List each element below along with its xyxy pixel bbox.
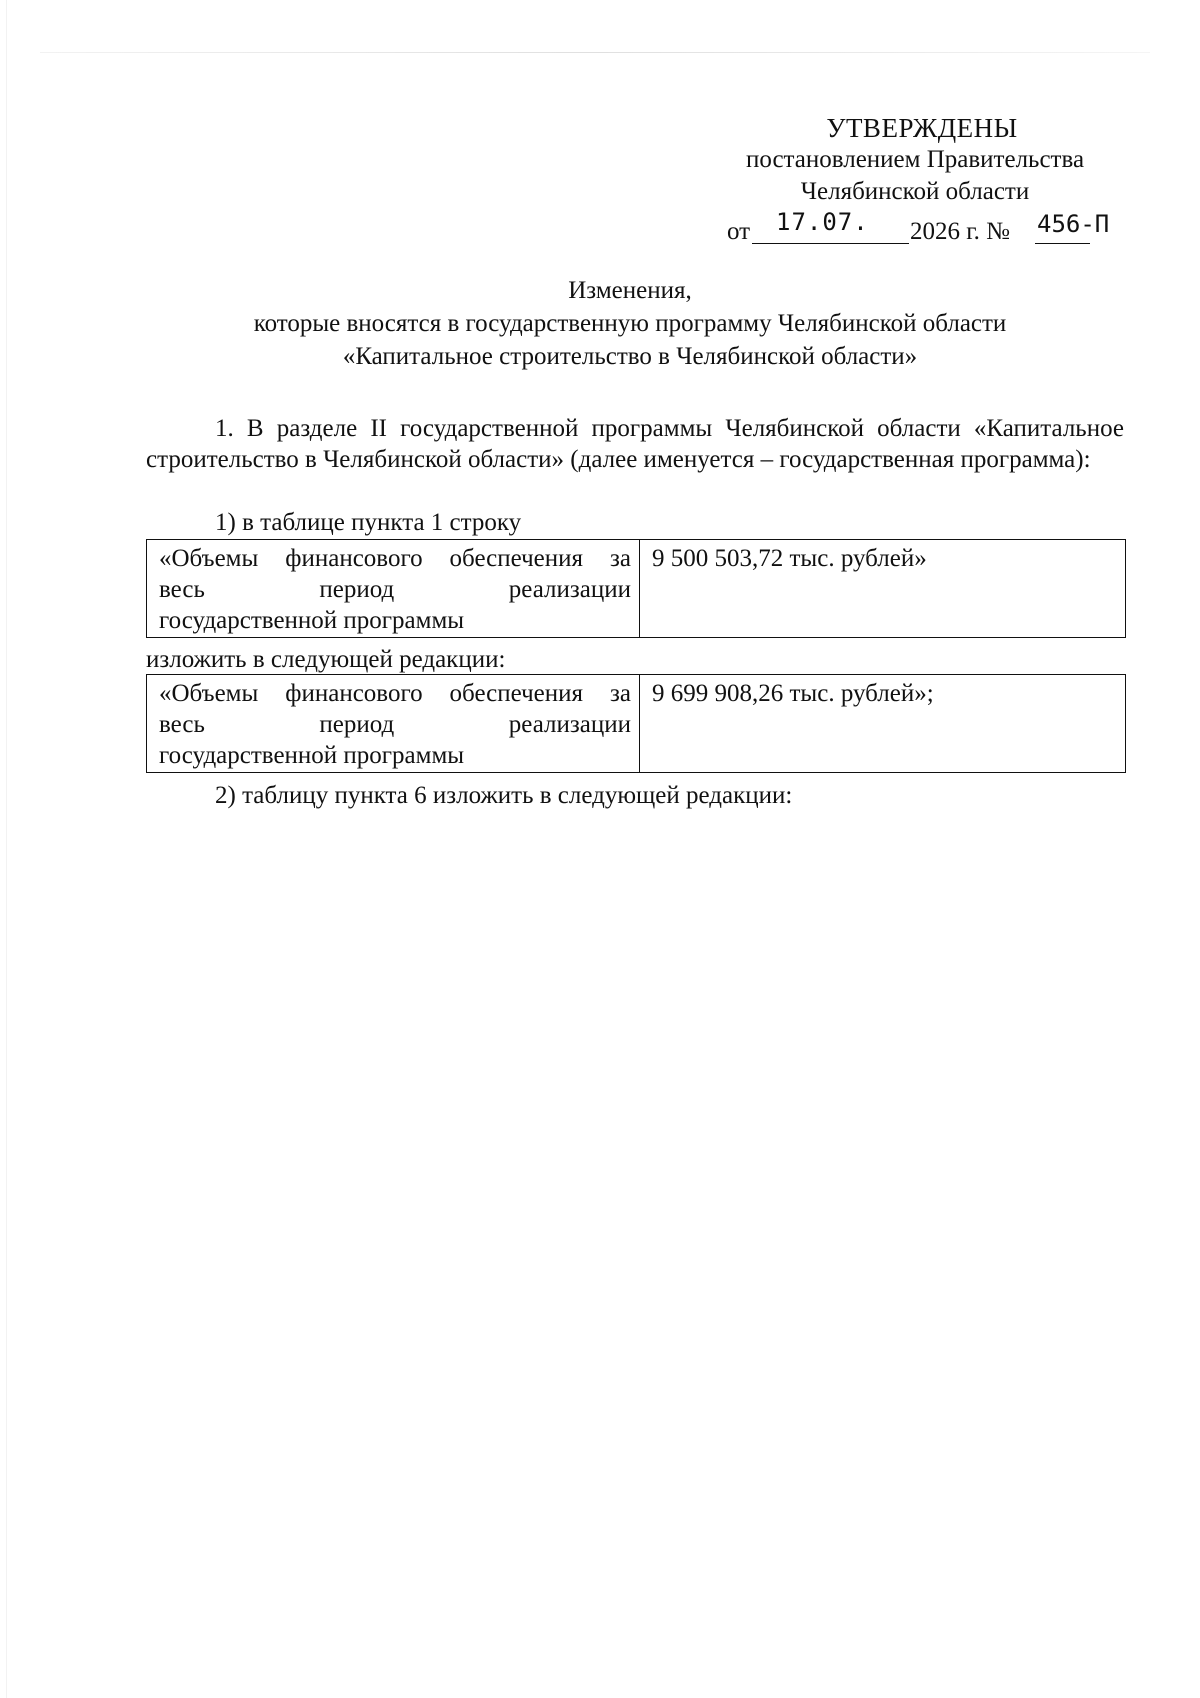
scan-artifact-line — [40, 52, 1150, 53]
table-old-label-cell — [147, 540, 640, 638]
number-handwritten: 456-П — [1037, 210, 1110, 238]
heading-line-1: Изменения, — [568, 277, 692, 304]
document-heading — [140, 274, 1120, 373]
approval-line-1: постановлением Правительства — [745, 146, 1085, 173]
table-old-label-line-2: весь период реализации — [159, 576, 631, 603]
scan-artifact-edge — [6, 0, 7, 1698]
table-new-label-cell — [147, 675, 640, 773]
table-new-label-line-3: государственной программы — [159, 742, 465, 769]
table-new-value-cell: 9 699 908,26 тыс. рублей»; — [640, 675, 1126, 773]
date-prefix: от — [727, 218, 751, 245]
approval-title: УТВЕРЖДЕНЫ — [826, 113, 1018, 143]
table-new-label-line-2: весь период реализации — [159, 711, 631, 738]
table-new-label-line-1: «Объемы финансового обеспечения за — [159, 680, 631, 707]
paragraph-1: 1. В разделе II государственной программы Челябинской области «Капитальное строительство в Челябинской области» (далее именуется – государственная программа): — [146, 415, 1124, 473]
date-year-number-label: 2026 г. № — [910, 218, 1011, 245]
table-new-funding — [146, 674, 1126, 773]
item-1: 1) в таблице пункта 1 строку — [215, 509, 522, 536]
item-2: 2) таблицу пункта 6 изложить в следующей редакции: — [215, 782, 793, 809]
heading-line-3: «Капитальное строительство в Челябинской области» — [342, 343, 918, 370]
instruction-text: изложить в следующей редакции: — [146, 646, 506, 673]
table-old-value-cell: 9 500 503,72 тыс. рублей» — [640, 540, 1126, 638]
table-row — [147, 540, 1126, 638]
approval-date-line — [690, 208, 1140, 248]
table-row — [147, 675, 1126, 773]
date-handwritten: 17.07. — [776, 208, 869, 236]
table-old-label-line-3: государственной программы — [159, 607, 465, 634]
table-old-label-line-1: «Объемы финансового обеспечения за — [159, 545, 631, 572]
approval-line-2: Челябинской области — [800, 178, 1030, 205]
approval-block — [690, 112, 1140, 248]
table-old-funding — [146, 539, 1126, 638]
heading-line-2: которые вносятся в государственную программу Челябинской области — [253, 310, 1007, 337]
